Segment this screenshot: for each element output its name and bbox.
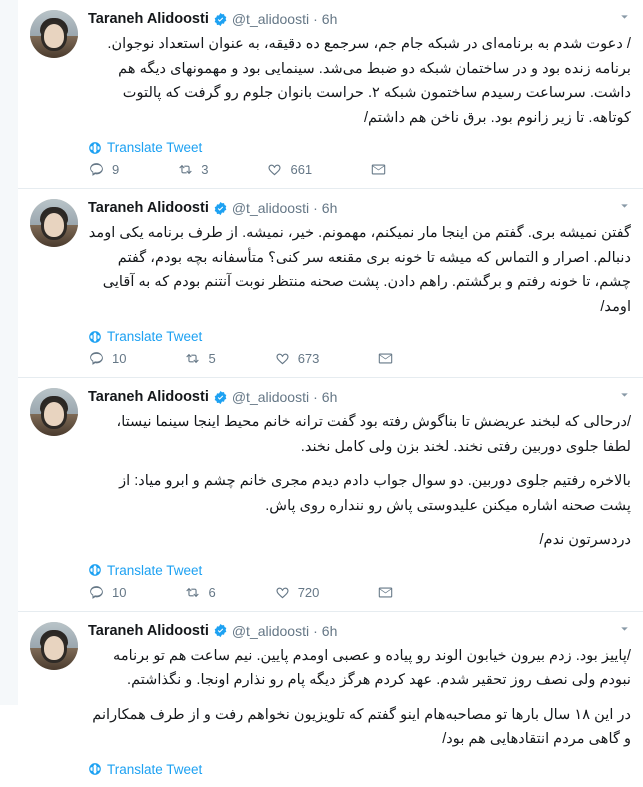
tweet-item[interactable] [18, 612, 643, 787]
tweet-paragraph: /درحالی که لبخند عریضش تا بناگوش رفته بود گفت ترانه خانم محیط اینجا سینما نیستا، لطفا جلوی دوربین رفتی نخند. لخند بزن ولی کامل نخند. [116, 414, 631, 455]
avatar[interactable] [30, 199, 78, 247]
tweet-text [88, 644, 631, 752]
verified-badge-icon [213, 623, 228, 638]
display-name[interactable]: Taraneh Alidoosti [88, 622, 209, 639]
verified-badge-icon [213, 390, 228, 405]
retweet-action[interactable] [184, 350, 215, 367]
verified-badge-icon [213, 201, 228, 216]
tweet-paragraph: بالاخره رفتیم جلوی دوربین. دو سوال جواب دادم دیدم مجری خانم چشم و ابرو میاد: از پشت صحنه اشاره میکنن علیدوستی پاش رو ننداره روی پاش. [119, 473, 631, 514]
translate-tweet-button[interactable] [88, 140, 631, 155]
chevron-down-icon[interactable] [610, 388, 631, 406]
separator-dot: · [313, 200, 318, 217]
envelope-icon [377, 350, 394, 367]
tweet-text [88, 32, 631, 130]
tweet-paragraph: دردسرتون ندم/ [539, 532, 631, 549]
heart-icon [266, 161, 283, 178]
tweet-paragraph: در این ۱۸ سال بارها تو مصاحبه‌هام اینو گفتم که تلویزیون نخواهم رفت و از طرف همکارانم و گاهی مردم انتقادهایی هم بود/ [92, 706, 631, 748]
reply-action[interactable] [88, 350, 126, 367]
translate-label: Translate Tweet [107, 329, 203, 345]
heart-icon [274, 584, 291, 601]
share-action[interactable] [370, 161, 394, 178]
display-name[interactable]: Taraneh Alidoosti [88, 11, 209, 27]
tweet-feed [18, 0, 643, 787]
tweet-actions [88, 161, 631, 178]
reply-count: 10 [112, 351, 127, 367]
retweet-count: 6 [208, 584, 216, 600]
translate-tweet-button[interactable] [88, 563, 631, 578]
tweet-header [88, 388, 631, 406]
globe-icon [88, 762, 102, 776]
reply-count: 10 [112, 584, 127, 600]
tweet-header [88, 622, 631, 640]
heart-icon [274, 350, 291, 367]
like-action[interactable] [266, 161, 312, 178]
left-rail [0, 0, 19, 705]
tweet-paragraph: گفتن نمیشه بری. گفتم من اینجا مار نمیکنم، مهمونم. خیر، نمیشه. از طرف برنامه یکی اومد دنبالم. اصرار و التماس که میشه تا خونه بری مقنعه سر کنی؟ متأسفانه بچه بودم، گفتم چشم، تا خونه رفتم و برگشتم. راهم دادن. پشت صحنه منتظر نوبت آنتنم بودم که به آقایی اومد/ [88, 225, 631, 315]
envelope-icon [370, 161, 387, 178]
chevron-down-icon[interactable] [610, 199, 631, 217]
timestamp[interactable]: 6h [321, 200, 338, 217]
tweet-actions [88, 350, 631, 367]
translate-label: Translate Tweet [107, 761, 203, 777]
reply-action[interactable] [88, 584, 126, 601]
reply-count: 9 [112, 162, 120, 178]
translate-label: Translate Tweet [107, 140, 203, 156]
separator-dot: · [313, 389, 318, 406]
tweet-paragraph: /پاییز بود. زدم بیرون خیابون الوند رو پیاده و عصبی اومدم پایین. نیم ساعت هم تو برنامه نبودم ولی نصف روز تحقیر شدم. عهد کردم هرگز دیگه پام رو نذارم اونجا. و نگذاشتم. [113, 647, 631, 689]
retweet-icon [184, 350, 201, 367]
envelope-icon [377, 584, 394, 601]
tweet-actions [88, 584, 631, 601]
like-count: 661 [290, 162, 313, 178]
user-handle[interactable]: @t_alidoosti [231, 11, 310, 27]
retweet-action[interactable] [177, 161, 208, 178]
retweet-count: 5 [208, 351, 216, 367]
like-count: 673 [297, 351, 320, 367]
like-action[interactable] [274, 584, 320, 601]
reply-icon [88, 161, 105, 178]
tweet-item[interactable] [18, 189, 643, 378]
separator-dot: · [313, 622, 318, 639]
retweet-icon [184, 584, 201, 601]
like-count: 720 [297, 584, 320, 600]
chevron-down-icon[interactable] [610, 622, 631, 640]
tweet-header [88, 10, 631, 28]
reply-icon [88, 584, 105, 601]
retweet-icon [177, 161, 194, 178]
avatar[interactable] [30, 10, 78, 58]
timestamp[interactable]: 6h [321, 11, 338, 27]
user-handle[interactable]: @t_alidoosti [231, 200, 310, 217]
tweet-item[interactable] [18, 378, 643, 612]
globe-icon [88, 330, 102, 344]
display-name[interactable]: Taraneh Alidoosti [88, 389, 209, 406]
timestamp[interactable]: 6h [321, 389, 338, 406]
user-handle[interactable]: @t_alidoosti [231, 622, 310, 639]
share-action[interactable] [377, 584, 401, 601]
verified-badge-icon [213, 12, 228, 27]
tweet-paragraph: / دعوت شدم به برنامه‌ای در شبکه جام جم، سرجمع ده دقیقه، به عنوان استعداد نوجوان. برنامه زنده بود و در ساختمان شبکه دو ضبط می‌شد. سینمایی بود و مهمونهای دیگه هم داشت. سرساعت رسیدم ساختمون شبکه ۲. حراست بانوان جلوم رو گرفت که پالتوت کوتاهه. تا زیر زانوم بود. برق ناخن هم داشتم/ [107, 36, 631, 126]
retweet-count: 3 [201, 162, 209, 178]
separator-dot: · [313, 11, 318, 27]
reply-icon [88, 350, 105, 367]
display-name[interactable]: Taraneh Alidoosti [88, 200, 209, 217]
chevron-down-icon[interactable] [610, 10, 631, 28]
globe-icon [88, 563, 102, 577]
like-action[interactable] [274, 350, 320, 367]
tweet-text [88, 221, 631, 319]
tweet-item[interactable] [18, 0, 643, 189]
retweet-action[interactable] [184, 584, 215, 601]
user-handle[interactable]: @t_alidoosti [231, 389, 310, 406]
reply-action[interactable] [88, 161, 119, 178]
tweet-text [88, 410, 631, 553]
avatar[interactable] [30, 388, 78, 436]
globe-icon [88, 141, 102, 155]
tweet-header [88, 199, 631, 217]
share-action[interactable] [377, 350, 401, 367]
translate-tweet-button[interactable] [88, 762, 631, 777]
translate-label: Translate Tweet [107, 562, 203, 578]
avatar[interactable] [30, 622, 78, 670]
timestamp[interactable]: 6h [321, 622, 338, 639]
translate-tweet-button[interactable] [88, 329, 631, 344]
